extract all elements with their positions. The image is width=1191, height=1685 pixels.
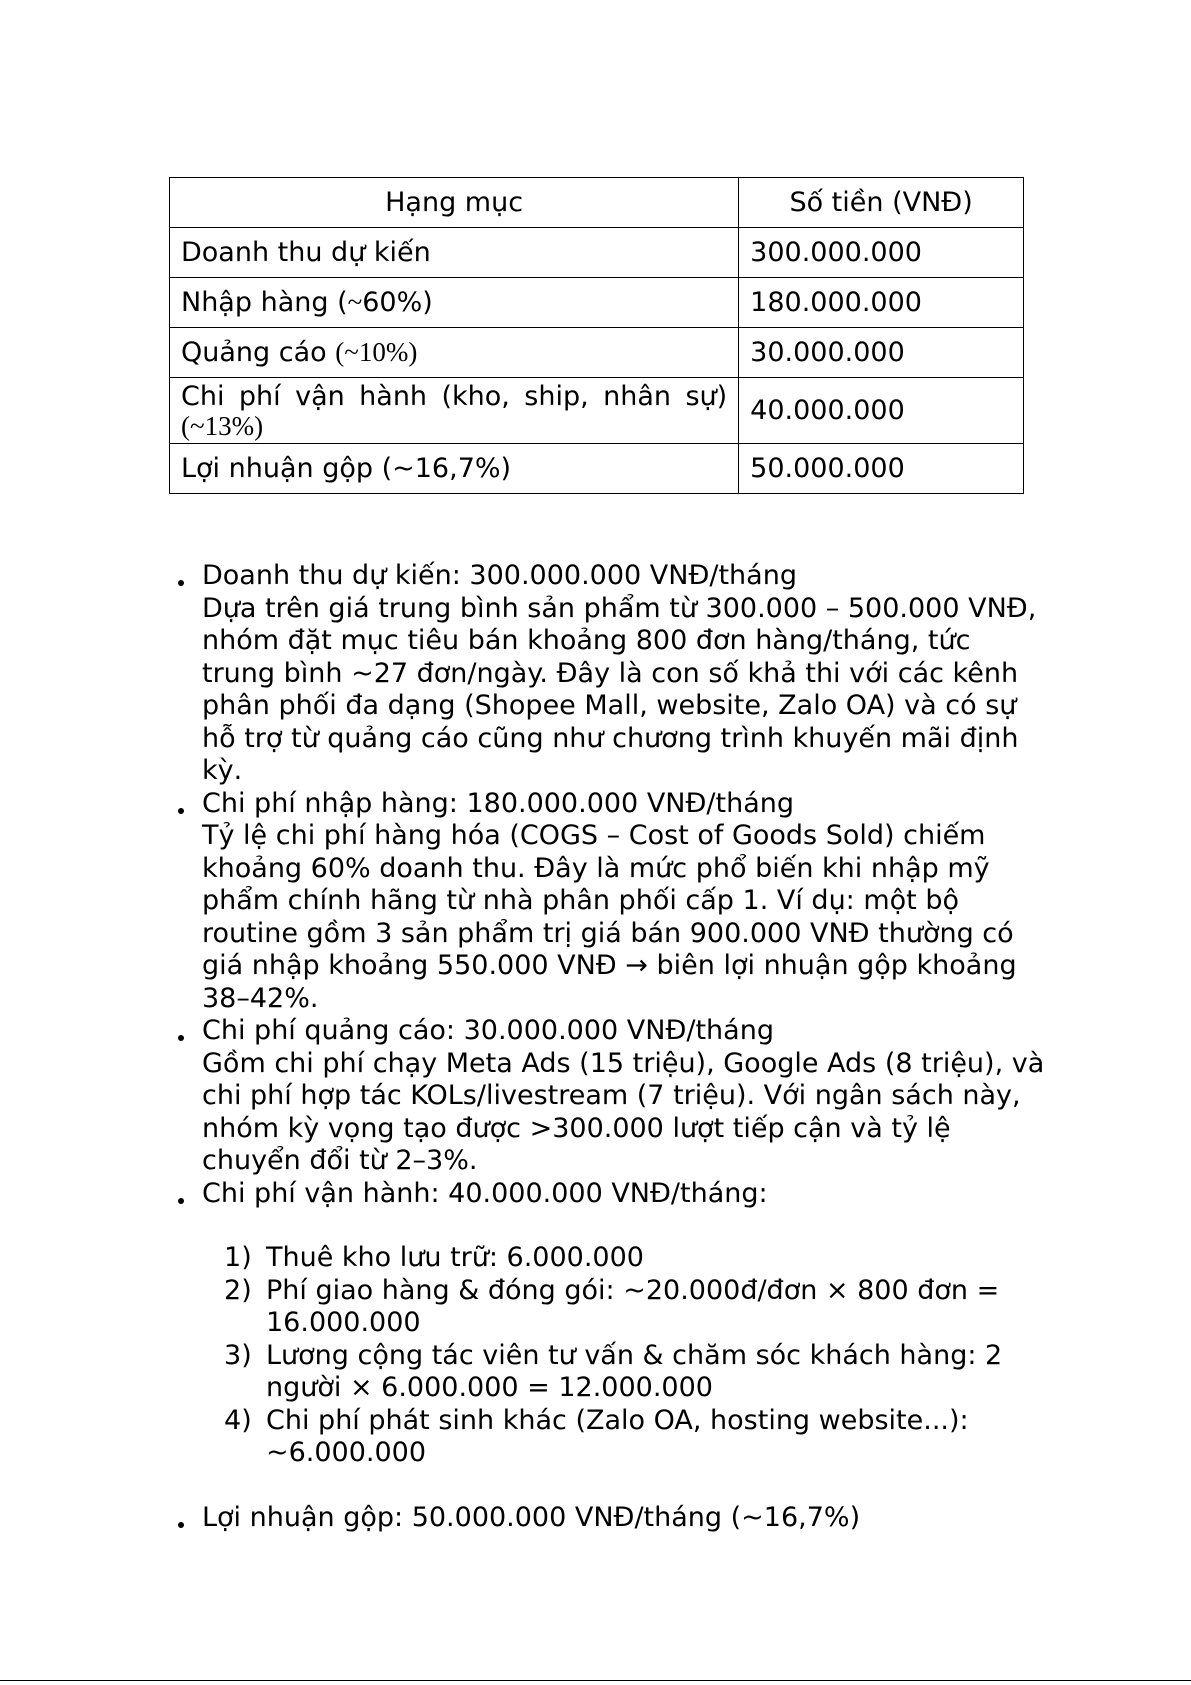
budget-table — [169, 177, 1024, 494]
note-revenue-head: Doanh thu dự kiến: 300.000.000 VNĐ/tháng — [202, 560, 797, 591]
table-row — [170, 378, 1024, 444]
table-row — [170, 278, 1024, 328]
row-item-revenue: Doanh thu dự kiến — [170, 228, 739, 278]
list-item: Thuê kho lưu trữ: 6.000.000 — [266, 1242, 644, 1273]
row-item-operations-percent: (~13%) — [181, 410, 264, 441]
row-amount-gross-profit: 50.000.000 — [739, 444, 1024, 494]
row-item-purchasing-percent: 60%) — [362, 287, 433, 318]
note-purchasing-head: Chi phí nhập hàng: 180.000.000 VNĐ/tháng — [202, 787, 794, 819]
row-item-purchasing-tilde: ~ — [347, 287, 363, 317]
row-item-advertising-percent: (~10%) — [335, 337, 418, 367]
list-item — [202, 560, 1047, 788]
list-item — [202, 1178, 1047, 1470]
list-item — [202, 1502, 1047, 1535]
list-item: Chi phí phát sinh khác (Zalo OA, hosting website...): ~6.000.000 — [266, 1404, 969, 1468]
table-row — [170, 228, 1024, 278]
table-row — [170, 328, 1024, 378]
header-amount: Số tiền (VNĐ) — [739, 178, 1024, 228]
row-item-advertising-label: Quảng cáo — [181, 337, 336, 368]
note-advertising-body: Gồm chi phí chạy Meta Ads (15 triệu), Google Ads (8 triệu), và chi phí hợp tác KOLs/livestream (7 triệu). Với ngân sách này, nhóm kỳ vọng tạo được >300.000 lượt tiếp cận và tỷ lệ chuyển đổi từ 2–3%. — [202, 1047, 1045, 1176]
row-item-purchasing-label: Nhập hàng ( — [181, 287, 348, 318]
list-item — [202, 788, 1047, 1016]
note-revenue-body: Dựa trên giá trung bình sản phẩm từ 300.000 – 500.000 VNĐ, nhóm đặt mục tiêu bán khoảng 800 đơn hàng/tháng, tức trung bình ~27 đơn/ngày. Đây là con số khả thi với các kênh phân phối đa dạng (Shopee Mall, website, Zalo OA) và có sự hỗ trợ từ quảng cáo cũng như chương trình khuyến mãi định kỳ. — [202, 592, 1037, 786]
list-item — [202, 1015, 1047, 1178]
row-item-operations-label: Chi phí vận hành (kho, ship, nhân sự) — [181, 380, 728, 412]
row-item-operations — [170, 378, 739, 444]
notes-list — [169, 560, 1047, 1534]
header-item: Hạng mục — [170, 178, 739, 228]
row-amount-revenue: 300.000.000 — [739, 228, 1024, 278]
list-item: Lương cộng tác viên tư vấn & chăm sóc khách hàng: 2 người × 6.000.000 = 12.000.000 — [266, 1339, 1003, 1403]
row-amount-purchasing: 180.000.000 — [739, 278, 1024, 328]
list-item: Phí giao hàng & đóng gói: ~20.000đ/đơn × 800 đơn = 16.000.000 — [266, 1274, 1000, 1338]
table-row — [170, 444, 1024, 494]
table-header-row — [170, 178, 1024, 228]
note-purchasing-body: Tỷ lệ chi phí hàng hóa (COGS – Cost of Goods Sold) chiếm khoảng 60% doanh thu. Đây là mức phổ biến khi nhập mỹ phẩm chính hãng từ nhà phân phối cấp 1. Ví dụ: một bộ routine gồm 3 sản phẩm trị giá bán 900.000 VNĐ thường có giá nhập khoảng 550.000 VNĐ → biên lợi nhuận gộp khoảng 38–42%. — [202, 820, 1017, 1014]
row-item-purchasing — [170, 278, 739, 328]
row-item-advertising — [170, 328, 739, 378]
note-operations-head: Chi phí vận hành: 40.000.000 VNĐ/tháng: — [202, 1177, 768, 1209]
page-bottom-divider — [0, 1680, 1191, 1681]
note-advertising-head: Chi phí quảng cáo: 30.000.000 VNĐ/tháng — [202, 1015, 774, 1046]
note-gross-profit-head: Lợi nhuận gộp: 50.000.000 VNĐ/tháng (~16,7%) — [202, 1501, 861, 1533]
row-amount-operations: 40.000.000 — [739, 378, 1024, 444]
row-item-gross-profit: Lợi nhuận gộp (~16,7%) — [170, 444, 739, 494]
row-amount-advertising: 30.000.000 — [739, 328, 1024, 378]
operations-breakdown-list — [202, 1242, 1047, 1470]
